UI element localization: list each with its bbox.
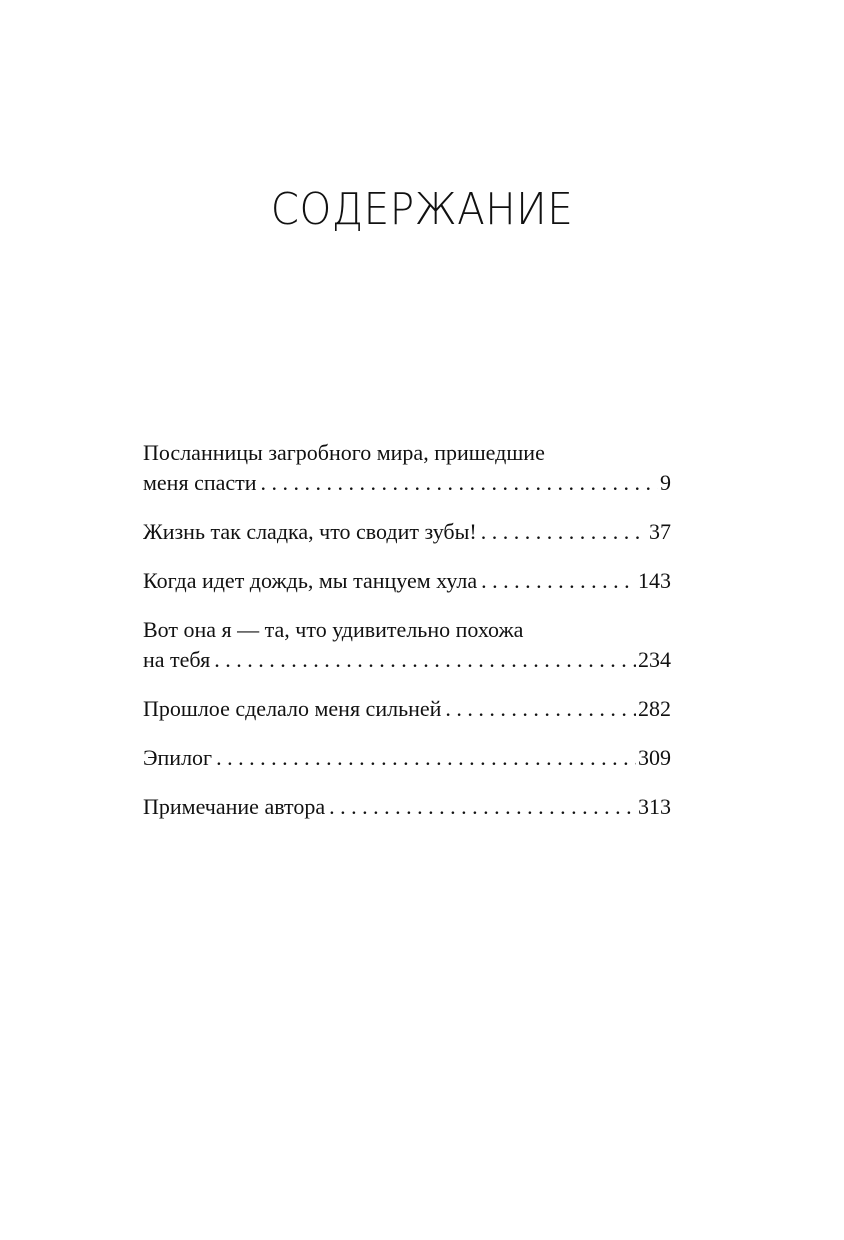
toc-entry-title-continued: меня спасти (143, 470, 257, 495)
toc-page-number: 282 (638, 696, 671, 721)
dot-leader (445, 694, 636, 724)
dot-leader (481, 566, 636, 596)
toc-entry-last-line (143, 566, 671, 596)
toc-page-number: 37 (649, 519, 671, 544)
toc-entry-last-line (143, 694, 671, 724)
dot-leader (216, 743, 636, 773)
toc-entry-last-line (143, 517, 671, 547)
toc-entry-title: Прошлое сделало меня сильней (143, 696, 442, 721)
toc-entry[interactable] (143, 792, 671, 822)
toc-entry-title-line (143, 438, 671, 468)
table-of-contents (143, 438, 671, 841)
toc-entry-title: Вот она я — та, что удивительно похожа (143, 617, 524, 642)
toc-entry-title: Примечание автора (143, 794, 326, 819)
dot-leader (261, 468, 658, 498)
toc-entry-last-line (143, 645, 671, 675)
toc-entry-title: Когда идет дождь, мы танцуем хула (143, 568, 478, 593)
dot-leader (481, 517, 647, 547)
toc-page-number: 313 (638, 794, 671, 819)
toc-page-number: 234 (638, 647, 671, 672)
toc-entry[interactable] (143, 694, 671, 724)
dot-leader (214, 645, 636, 675)
dot-leader (329, 792, 636, 822)
toc-entry[interactable] (143, 438, 671, 498)
toc-page-number: 143 (638, 568, 671, 593)
toc-page-number: 309 (638, 745, 671, 770)
toc-entry-last-line (143, 743, 671, 773)
toc-entry-title: Жизнь так сладка, что сводит зубы! (143, 519, 477, 544)
toc-entry-title-line (143, 615, 671, 645)
toc-entry[interactable] (143, 517, 671, 547)
toc-page-number: 9 (660, 470, 671, 495)
page-title: СОДЕРЖАНИЕ (270, 184, 574, 235)
toc-entry-title-continued: на тебя (143, 647, 211, 672)
toc-entry[interactable] (143, 615, 671, 675)
toc-entry[interactable] (143, 743, 671, 773)
toc-entry-last-line (143, 468, 671, 498)
toc-entry[interactable] (143, 566, 671, 596)
toc-entry-title: Посланницы загробного мира, пришедшие (143, 440, 545, 465)
toc-entry-title: Эпилог (143, 745, 213, 770)
toc-entry-last-line (143, 792, 671, 822)
